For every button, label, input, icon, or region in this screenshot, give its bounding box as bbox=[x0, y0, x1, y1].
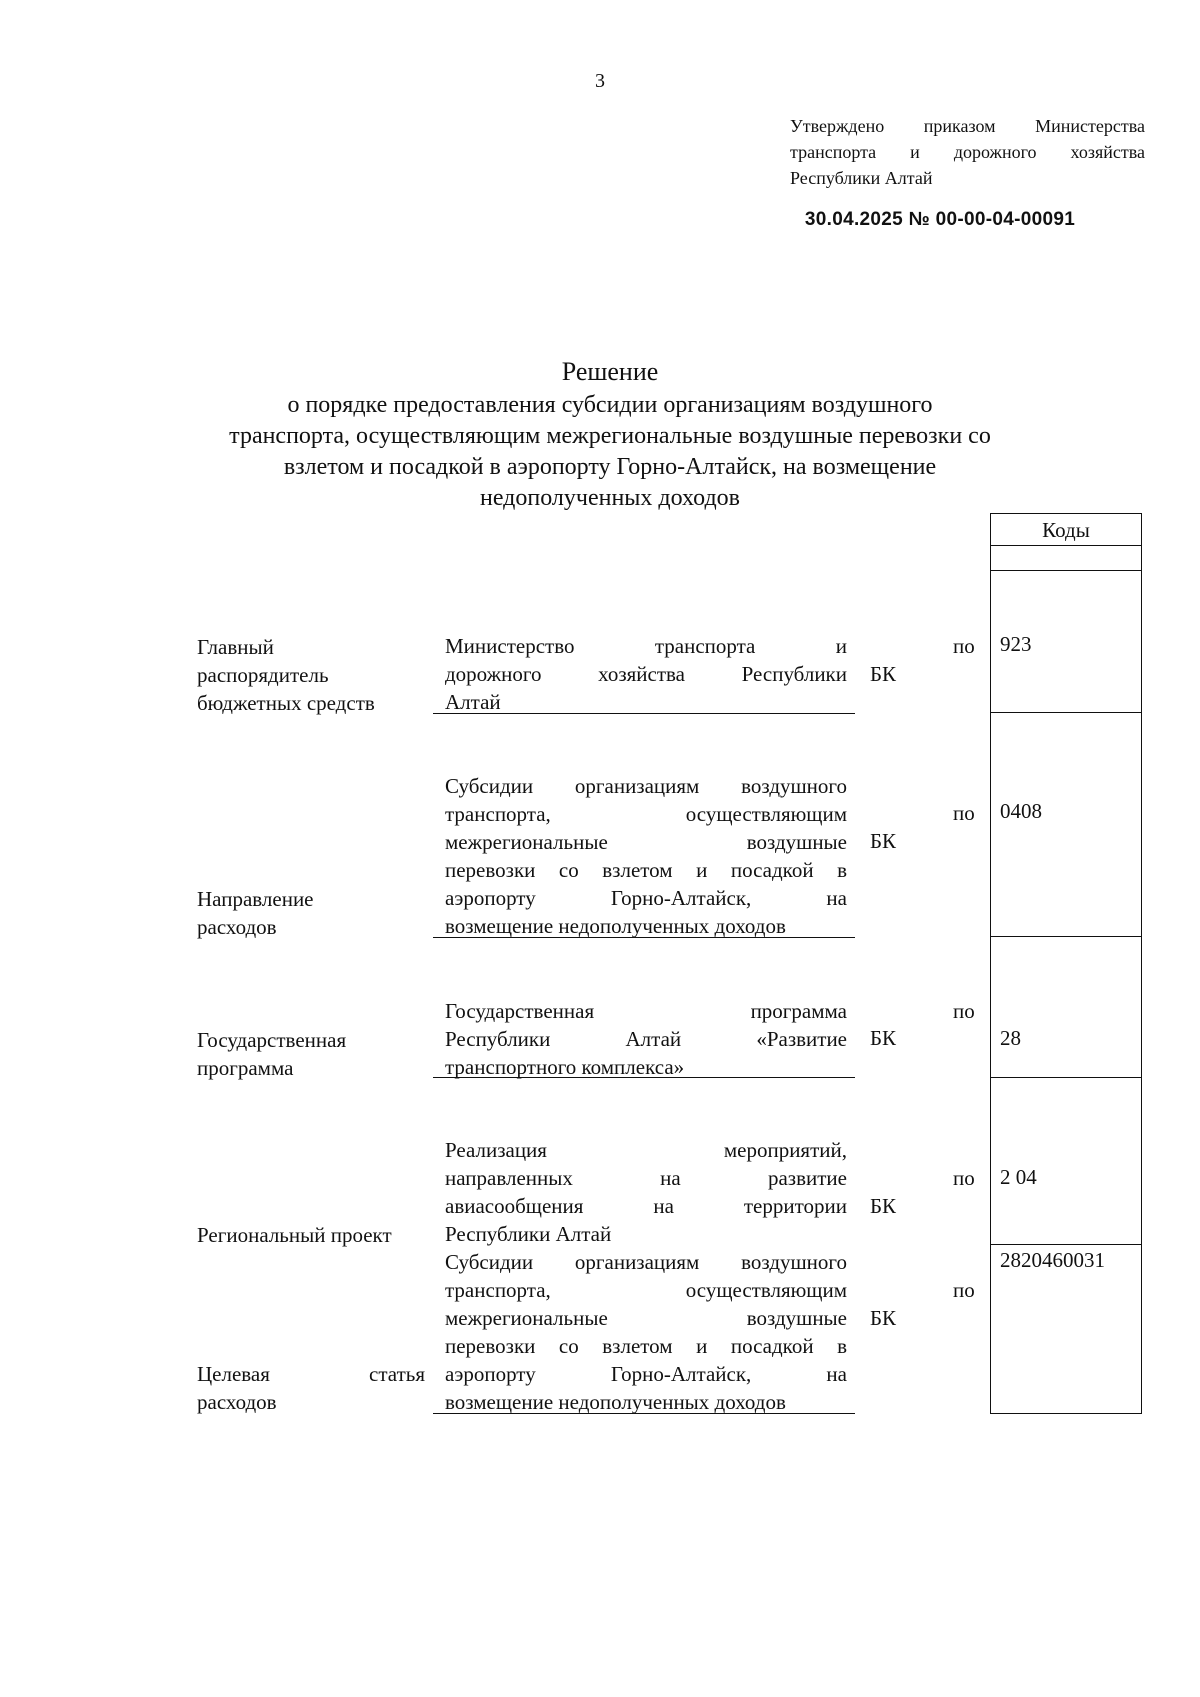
code-value: 923 bbox=[1000, 632, 1032, 656]
codes-divider bbox=[990, 545, 1142, 546]
po-label: по bbox=[953, 999, 975, 1023]
value-line: транспорта, осуществляющим bbox=[445, 802, 847, 826]
approval-note: Утверждено приказом Министерства транспорта и дорожного хозяйства Республики Алтай bbox=[790, 116, 1145, 188]
label-line: распорядитель bbox=[197, 663, 329, 687]
subtitle-line: недополученных доходов bbox=[480, 485, 740, 511]
codes-divider bbox=[990, 936, 1142, 937]
row-label-target-article bbox=[197, 1360, 425, 1416]
row-value-state-program bbox=[445, 997, 847, 1081]
value-line: дорожного хозяйства Республики bbox=[445, 662, 847, 686]
label-word: Целевая bbox=[197, 1362, 270, 1386]
value-line: авиасообщения на территории bbox=[445, 1194, 847, 1218]
value-line: возмещение недополученных доходов bbox=[445, 1390, 786, 1414]
value-line: Министерство транспорта и bbox=[445, 634, 847, 658]
value-line: транспорта, осуществляющим bbox=[445, 1278, 847, 1302]
code-value: 0408 bbox=[1000, 799, 1042, 823]
value-line: аэропорту Горно-Алтайск, на bbox=[445, 886, 847, 910]
value-line: направленных на развитие bbox=[445, 1166, 847, 1190]
po-label: по bbox=[953, 1166, 975, 1190]
label-line: программа bbox=[197, 1056, 294, 1080]
label-line: бюджетных средств bbox=[197, 691, 375, 715]
code-value: 2820460031 bbox=[1000, 1248, 1105, 1272]
label-line: Главный bbox=[197, 635, 274, 659]
value-line: Республики Алтай «Развитие bbox=[445, 1027, 847, 1051]
codes-header: Коды bbox=[1042, 518, 1090, 542]
row-value-expense-direction bbox=[445, 772, 847, 940]
value-line: Реализация мероприятий, bbox=[445, 1138, 847, 1162]
po-label: по bbox=[953, 1278, 975, 1302]
label-line bbox=[197, 1360, 425, 1388]
subtitle-line: транспорта, осуществляющим межрегиональные воздушные перевозки со bbox=[229, 423, 991, 449]
value-line: возмещение недополученных доходов bbox=[445, 914, 786, 938]
row-label-expense-direction bbox=[197, 885, 425, 941]
codes-divider bbox=[990, 570, 1142, 571]
value-line: транспортного комплекса» bbox=[445, 1055, 685, 1079]
value-line: Государственная программа bbox=[445, 999, 847, 1023]
value-underline bbox=[433, 713, 855, 714]
value-underline bbox=[433, 937, 855, 938]
bk-label: БК bbox=[870, 1194, 897, 1218]
row-value-regional-project bbox=[445, 1136, 847, 1248]
row-value-main-manager bbox=[445, 632, 847, 716]
codes-divider bbox=[990, 1077, 1142, 1078]
bk-label: БК bbox=[870, 662, 897, 686]
bk-label: БК bbox=[870, 1026, 897, 1050]
codes-divider bbox=[990, 1244, 1142, 1245]
value-line: перевозки со взлетом и посадкой в bbox=[445, 1334, 847, 1358]
label-line: расходов bbox=[197, 1390, 277, 1414]
codes-divider bbox=[990, 712, 1142, 713]
label-line: Региональный проект bbox=[197, 1223, 392, 1247]
value-line: Республики Алтай bbox=[445, 1222, 612, 1246]
document-subtitle bbox=[160, 390, 1060, 514]
order-number: 30.04.2025 № 00-00-04-00091 bbox=[804, 209, 1076, 230]
bk-label: БК bbox=[870, 829, 897, 853]
label-line: расходов bbox=[197, 915, 277, 939]
row-value-target-article bbox=[445, 1248, 847, 1416]
value-line: межрегиональные воздушные bbox=[445, 830, 847, 854]
subtitle-line: взлетом и посадкой в аэропорту Горно-Алтайск, на возмещение bbox=[283, 454, 937, 480]
label-line: Государственная bbox=[197, 1028, 347, 1052]
code-value: 28 bbox=[1000, 1026, 1021, 1050]
po-label: по bbox=[953, 634, 975, 658]
row-label-main-manager bbox=[197, 633, 425, 717]
label-word: статья bbox=[369, 1362, 425, 1386]
row-label-state-program bbox=[197, 1026, 425, 1082]
value-line: перевозки со взлетом и посадкой в bbox=[445, 858, 847, 882]
value-underline bbox=[433, 1077, 855, 1078]
document-title: Решение bbox=[561, 357, 659, 386]
value-line: Алтай bbox=[445, 690, 501, 714]
value-line: Субсидии организациям воздушного bbox=[445, 1250, 847, 1274]
value-line: Субсидии организациям воздушного bbox=[445, 774, 847, 798]
subtitle-line: о порядке предоставления субсидии организациям воздушного bbox=[287, 392, 933, 418]
code-value: 2 04 bbox=[1000, 1165, 1037, 1189]
page-number: 3 bbox=[595, 70, 605, 92]
value-line: аэропорту Горно-Алтайск, на bbox=[445, 1362, 847, 1386]
value-line: межрегиональные воздушные bbox=[445, 1306, 847, 1330]
value-underline bbox=[433, 1413, 855, 1414]
bk-label: БК bbox=[870, 1306, 897, 1330]
po-label: по bbox=[953, 801, 975, 825]
row-label-regional-project bbox=[197, 1221, 437, 1249]
label-line: Направление bbox=[197, 887, 314, 911]
